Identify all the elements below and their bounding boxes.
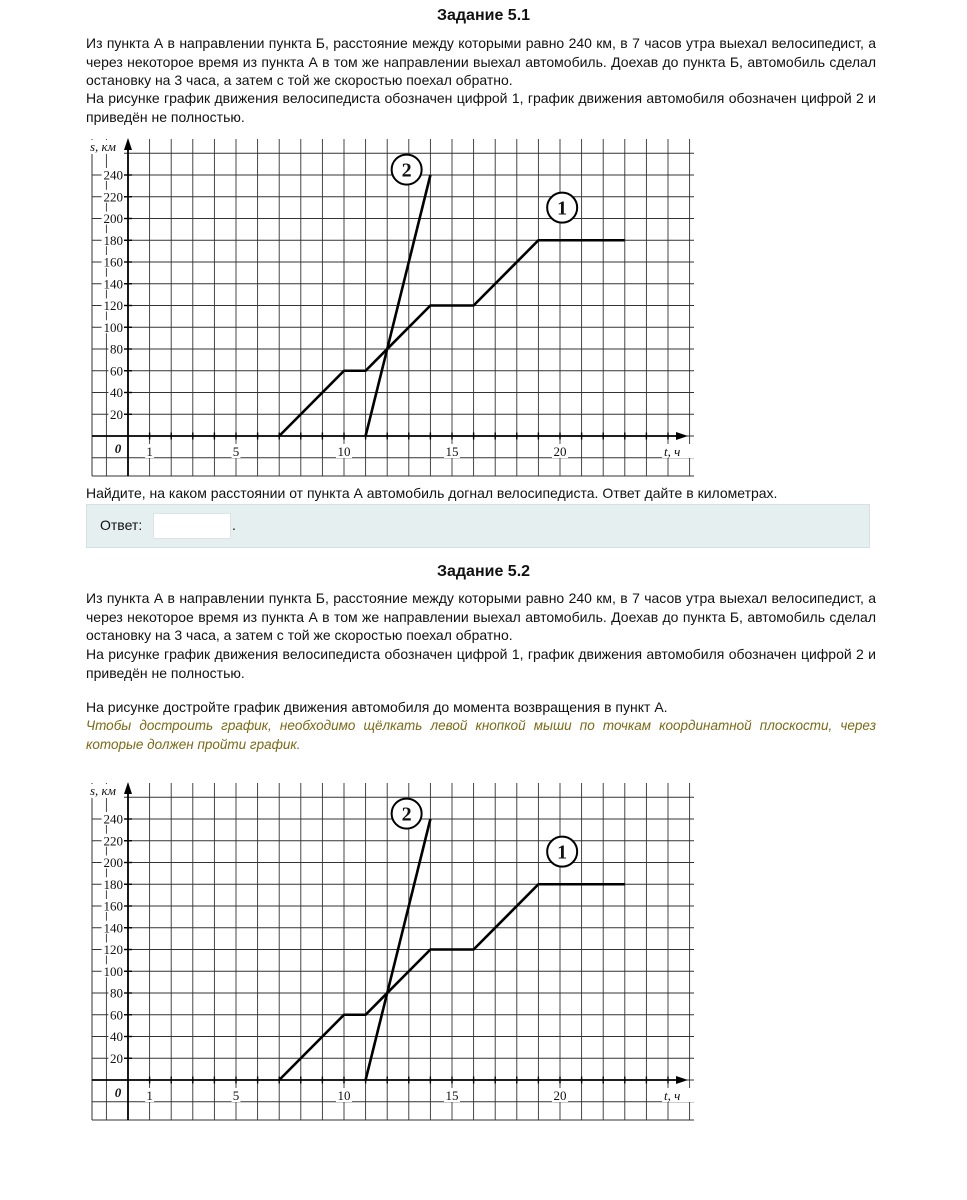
y-tick-label: 20 [110, 1050, 123, 1066]
y-tick-label: 140 [103, 276, 123, 292]
chart-task-5-2[interactable] [88, 780, 698, 1122]
grid-background [92, 783, 694, 1120]
y-tick-label: 120 [103, 298, 123, 313]
y-tick-label: 80 [110, 985, 123, 1001]
y-tick-label: 20 [110, 406, 123, 422]
series-badge-label-1: 1 [557, 841, 568, 864]
x-tick-label: 1 [146, 444, 153, 459]
origin-label: 0 [114, 441, 122, 456]
y-tick-label: 240 [103, 811, 123, 827]
answer-period: . [232, 517, 236, 533]
x-tick-label: 15 [445, 1088, 459, 1103]
y-tick-label: 200 [103, 855, 123, 870]
x-tick-label: 20 [553, 1088, 567, 1103]
task-5-2-hint: Чтобы достроить график, необходимо щёлкать левой кнопкой мыши по точкам координатной плоскости, через которые должен пройти график. [86, 718, 876, 752]
y-tick-label: 60 [110, 363, 123, 379]
series-badge-label-1: 1 [557, 197, 568, 220]
y-tick-label: 160 [103, 254, 123, 270]
task-5-2-question: На рисунке достройте график движения автомобиля до момента возвращения в пункт А. [86, 699, 668, 715]
x-tick-label: 10 [337, 1088, 351, 1103]
y-axis-label: s, км [90, 139, 116, 154]
origin-label: 0 [114, 1085, 122, 1100]
series-badge-label-2: 2 [401, 803, 412, 826]
y-tick-label: 160 [103, 898, 123, 914]
task-5-1-title: Задание 5.1 [436, 7, 531, 24]
y-tick-label: 80 [110, 341, 123, 357]
y-tick-label: 180 [103, 876, 123, 892]
y-tick-label: 60 [110, 1007, 123, 1023]
task-5-2-condition: Из пункта А в направлении пункта Б, расстояние между которыми равно 240 км, в 7 часов утра выехал велосипедист, а через некоторое время из пункта А в том же направлении выехал автомобиль. Доехав до пункта Б, автомобиль сделал остановку на 3 часа, а затем с той же скоростью поехал обратно. [86, 590, 876, 643]
x-tick-label: 10 [337, 444, 351, 459]
y-tick-label: 180 [103, 232, 123, 248]
y-axis-label: s, км [90, 783, 116, 798]
y-tick-label: 240 [103, 167, 123, 183]
x-axis-label: t, ч [664, 444, 681, 459]
y-tick-label: 120 [103, 942, 123, 957]
x-tick-label: 1 [146, 1088, 153, 1103]
y-tick-label: 40 [110, 1029, 123, 1044]
y-tick-label: 100 [103, 319, 123, 335]
series-badge-label-2: 2 [401, 159, 412, 182]
answer-label: Ответ: [100, 517, 143, 533]
x-tick-label: 5 [232, 1088, 240, 1103]
x-axis-label: t, ч [664, 1088, 681, 1103]
y-tick-label: 40 [110, 385, 123, 400]
y-tick-label: 200 [103, 211, 123, 226]
x-tick-label: 5 [232, 444, 240, 459]
y-tick-label: 140 [103, 920, 123, 936]
task-5-1-figure-note: На рисунке график движения велосипедиста обозначен цифрой 1, график движения автомобиля обозначен цифрой 2 и приведён не полностью. [86, 90, 876, 125]
task-5-1-question: Найдите, на каком расстоянии от пункта А автомобиль догнал велосипедиста. Ответ дайте в километрах. [86, 485, 778, 501]
task-5-2-figure-note: На рисунке график движения велосипедиста обозначен цифрой 1, график движения автомобиля обозначен цифрой 2 и приведён не полностью. [86, 646, 876, 681]
grid-background [92, 139, 694, 476]
chart-task-5-1 [88, 136, 698, 478]
task-5-2-title: Задание 5.2 [436, 563, 531, 580]
x-tick-label: 15 [445, 444, 459, 459]
x-tick-label: 20 [553, 444, 567, 459]
y-tick-label: 220 [103, 833, 123, 849]
answer-input[interactable] [153, 513, 231, 539]
y-tick-label: 220 [103, 189, 123, 205]
answer-box [86, 504, 870, 548]
task-5-1-condition: Из пункта А в направлении пункта Б, расстояние между которыми равно 240 км, в 7 часов утра выехал велосипедист, а через некоторое время из пункта А в том же направлении выехал автомобиль. Доехав до пункта Б, автомобиль сделал остановку на 3 часа, а затем с той же скоростью поехал обратно. [86, 35, 876, 88]
y-tick-label: 100 [103, 963, 123, 979]
